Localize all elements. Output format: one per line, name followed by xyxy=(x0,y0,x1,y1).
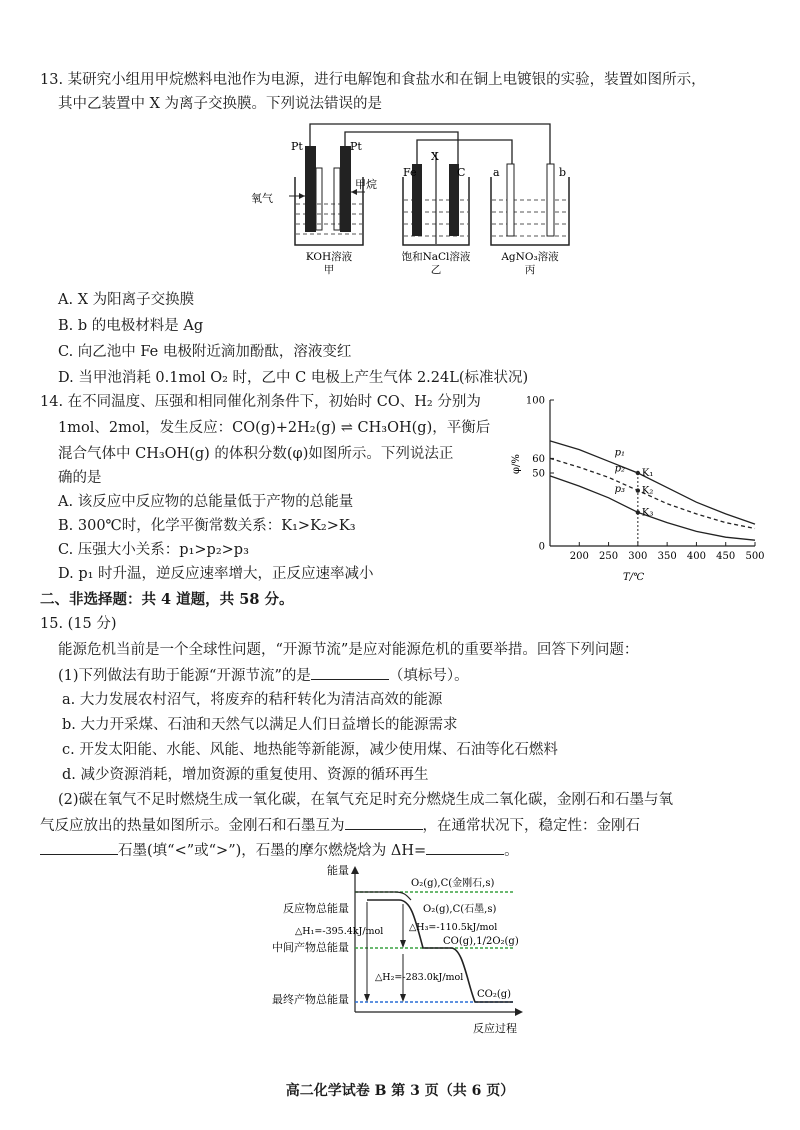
q15-part2-text-d: 。 xyxy=(504,843,519,859)
k-point-label: K₁ xyxy=(641,468,654,479)
q15-part2-text-b: ，在通常状况下，稳定性：金刚石 xyxy=(422,818,640,834)
x-tick-label: 500 xyxy=(745,551,765,562)
pt-left-label: Pt xyxy=(291,140,303,153)
energy-diagram xyxy=(255,862,555,1041)
q15-option-d: d. 减少资源消耗，增加资源的重复使用、资源的循环再生 xyxy=(62,767,429,783)
y-tick-label: 60 xyxy=(532,453,545,465)
series-label: p₂ xyxy=(614,463,625,475)
oxygen-label: 氧气 xyxy=(251,192,273,205)
nacl-label: 饱和NaCl溶液 xyxy=(401,251,471,263)
q14-option-d: D. p₁ 时升温，逆反应速率增大，正反应速率减小 xyxy=(58,566,374,582)
electrolysis-apparatus-figure xyxy=(235,122,575,286)
k-point xyxy=(636,488,640,492)
co2-label: CO₂(g) xyxy=(477,989,512,1000)
bing-label: 丙 xyxy=(524,264,536,276)
dh3-label: △H₃=-110.5kJ/mol xyxy=(409,922,498,933)
q15-option-c: c. 开发太阳能、水能、风能、地热能等新能源，减少使用煤、石油等化石燃料 xyxy=(62,742,558,758)
y-tick-label: 0 xyxy=(538,541,545,553)
q15-option-b: b. 大力开采煤、石油和天然气以满足人们日益增长的能源需求 xyxy=(62,717,458,733)
q13-option-c: C. 向乙池中 Fe 电极附近滴加酚酞，溶液变红 xyxy=(58,344,352,360)
q15-part1-text-a: (1)下列做法有助于能源“开源节流”的是 xyxy=(58,668,311,684)
q13-option-b: B. b 的电极材料是 Ag xyxy=(58,318,204,334)
q14-stem-line1: 14. 在不同温度、压强和相同催化剂条件下，初始时 CO、H₂ 分别为 xyxy=(40,394,481,410)
x-tick-label: 300 xyxy=(628,551,648,562)
chart-xlabel: T/℃ xyxy=(623,572,645,583)
final-total-label: 最终产物总能量 xyxy=(272,993,349,1006)
x-tick-label: 200 xyxy=(569,551,589,562)
c-label: C xyxy=(457,166,466,179)
q15-part2-line1: (2)碳在氧气不足时燃烧生成一氧化碳，在氧气充足时充分燃烧生成二氧化碳，金刚石和石墨与氧 xyxy=(58,792,674,808)
x-tick-label: 250 xyxy=(599,551,619,562)
q15-option-a: a. 大力发展农村沼气，将废弃的秸秆转化为清洁高效的能源 xyxy=(62,692,443,708)
pt-right-label: Pt xyxy=(350,140,362,153)
co-label: CO(g),1/2O₂(g) xyxy=(443,936,519,947)
series-label: p₁ xyxy=(614,447,625,459)
k-point xyxy=(636,510,640,514)
beaker-bing xyxy=(491,164,569,245)
k-point-label: K₂ xyxy=(641,485,654,497)
q15-part1-text-b: （填标号）。 xyxy=(388,668,469,684)
energy-xlabel: 反应过程 xyxy=(473,1022,517,1035)
y-tick-label: 50 xyxy=(532,468,545,480)
a-label: a xyxy=(493,166,500,179)
x-label: X xyxy=(431,150,439,163)
agno3-label: AgNO₃溶液 xyxy=(501,251,559,263)
q15-part2-line2 xyxy=(40,815,640,836)
q15-intro: 能源危机当前是一个全球性问题，“开源节流”是应对能源危机的重要举措。回答下列问题： xyxy=(58,642,639,658)
q15-part1 xyxy=(58,665,469,686)
equilibrium-chart xyxy=(505,390,765,594)
intermediate-total-label: 中间产物总能量 xyxy=(272,941,349,954)
k-point-label: K₃ xyxy=(641,507,654,519)
answer-blank-1[interactable] xyxy=(311,665,389,680)
b-label: b xyxy=(559,166,567,179)
q13-option-a: A. X 为阳离子交换膜 xyxy=(58,292,195,308)
q14-stem-line2: 1mol、2mol，发生反应：CO(g)+2H₂(g) ⇌ CH₃OH(g)，平衡后 xyxy=(58,420,491,436)
q14-option-a: A. 该反应中反应物的总能量低于产物的总能量 xyxy=(58,494,354,510)
x-tick-label: 450 xyxy=(716,551,736,562)
graphite-label: O₂(g),C(石墨,s) xyxy=(423,904,497,915)
answer-blank-2[interactable] xyxy=(345,815,423,830)
section2-heading: 二、非选择题：共 4 道题，共 58 分。 xyxy=(40,591,294,608)
k-point xyxy=(636,471,640,475)
dh2-label: △H₂=-283.0kJ/mol xyxy=(375,972,464,983)
q14-option-c: C. 压强大小关系：p₁>p₂>p₃ xyxy=(58,542,249,558)
q14-stem-line3: 混合气体中 CH₃OH(g) 的体积分数(φ)如图所示。下列说法正 xyxy=(58,446,454,462)
diamond-label: O₂(g),C(金刚石,s) xyxy=(411,878,495,889)
q14-option-b: B. 300℃时，化学平衡常数关系：K₁>K₂>K₃ xyxy=(58,518,356,534)
answer-blank-3[interactable] xyxy=(40,840,118,855)
q13-option-d: D. 当甲池消耗 0.1mol O₂ 时，乙中 C 电极上产生气体 2.24L(标准状况) xyxy=(58,370,529,386)
q15-part2-line3 xyxy=(40,840,519,861)
methane-label: 甲烷 xyxy=(355,178,377,191)
fe-label: Fe xyxy=(403,166,417,179)
q14-stem-line4: 确的是 xyxy=(58,470,102,486)
jia-label: 甲 xyxy=(323,264,335,276)
q13-stem-line2: 其中乙装置中 X 为离子交换膜。下列说法错误的是 xyxy=(58,96,383,112)
q13-stem-line1: 13. 某研究小组用甲烷燃料电池作为电源，进行电解饱和食盐水和在铜上电镀银的实验，装置如图所示， xyxy=(40,72,706,88)
yi-label: 乙 xyxy=(430,264,442,276)
x-tick-label: 400 xyxy=(686,551,706,562)
page-footer: 高二化学试卷 B 第 3 页（共 6 页） xyxy=(285,1083,515,1099)
q15-part2-text-c: 石墨(填“<”或“>”)，石墨的摩尔燃烧焓为 ΔH= xyxy=(118,843,427,859)
q15-head: 15. (15 分) xyxy=(40,616,117,632)
chart-ylabel: φ/% xyxy=(511,454,522,474)
answer-blank-4[interactable] xyxy=(426,840,504,855)
y-tick-label: 100 xyxy=(525,395,545,407)
beaker-jia xyxy=(289,146,365,245)
koh-label: KOH溶液 xyxy=(305,251,353,263)
q15-part2-text-a: 气反应放出的热量如图所示。金刚石和石墨互为 xyxy=(40,818,345,834)
dh1-label: △H₁=-395.4kJ/mol xyxy=(295,926,384,937)
x-tick-label: 350 xyxy=(657,551,677,562)
series-label: p₃ xyxy=(614,483,625,495)
energy-ylabel: 能量 xyxy=(327,864,349,877)
reactant-total-label: 反应物总能量 xyxy=(283,902,349,915)
